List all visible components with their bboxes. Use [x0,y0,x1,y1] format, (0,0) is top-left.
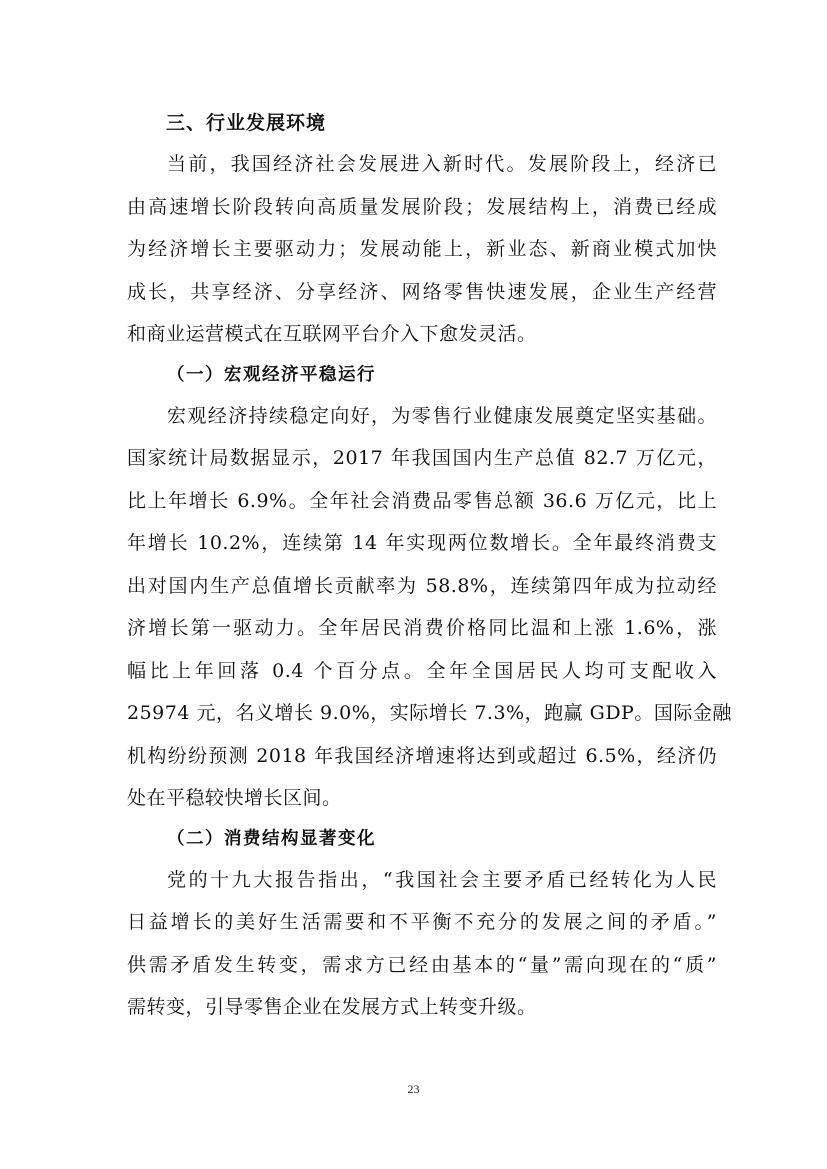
paragraph-macro-economy [127,395,732,820]
text-line: 国家统计局数据显示，2017 年我国国内生产总值 82.7 万亿元， [127,447,717,469]
paragraph-development-environment [127,143,717,356]
subsection-heading-consumption-structure: （二）消费结构显著变化 [167,828,376,849]
text-line: 比上年增长 6.9%。全年社会消费品零售总额 36.6 万亿元，比上 [127,489,717,512]
text-line: 出对国内生产总值增长贡献率为 58.8%，连续第四年成为拉动经 [127,574,717,597]
text-line: 25974 元，名义增长 9.0%，实际增长 7.3%，跑赢 GDP。国际金融 [127,702,732,724]
text-line: 成长，共享经济、分享经济、网络零售快速发展，企业生产经营 [127,280,717,303]
text-line: 需转变，引导零售企业在发展方式上转变升级。 [127,996,537,1018]
subsection-heading-macro-economy: （一）宏观经济平稳运行 [167,364,376,385]
text-line: 处在平稳较快增长区间。 [127,787,342,809]
text-line: 济增长第一驱动力。全年居民消费价格同比温和上涨 1.6%，涨 [127,617,717,639]
text-line: 机构纷纷预测 2018 年我国经济增速将达到或超过 6.5%，经济仍 [127,744,717,767]
text-line: 为经济增长主要驱动力；发展动能上，新业态、新商业模式加快 [127,238,717,260]
text-line: 党的十九大报告指出，“我国社会主要矛盾已经转化为人民 [167,868,717,891]
document-body [127,104,732,1029]
paragraph-consumption-structure [127,859,717,1029]
text-line: 由高速增长阶段转向高质量发展阶段；发展结构上，消费已经成 [127,195,717,218]
text-line: 幅比上年回落 0.4 个百分点。全年全国居民人均可支配收入 [127,659,717,682]
text-line: 当前，我国经济社会发展进入新时代。发展阶段上，经济已 [167,153,717,175]
text-line: 日益增长的美好生活需要和不平衡不充分的发展之间的矛盾。” [127,911,717,933]
page-number: 23 [407,1082,420,1096]
text-line: 宏观经济持续稳定向好，为零售行业健康发展奠定坚实基础。 [167,404,717,427]
text-line: 和商业运营模式在互联网平台介入下愈发灵活。 [127,323,537,345]
text-line: 年增长 10.2%，连续第 14 年实现两位数增长。全年最终消费支 [127,532,717,554]
section-heading: 三、行业发展环境 [166,112,327,134]
text-line: 供需矛盾发生转变，需求方已经由基本的“量”需向现在的“质” [127,953,717,976]
